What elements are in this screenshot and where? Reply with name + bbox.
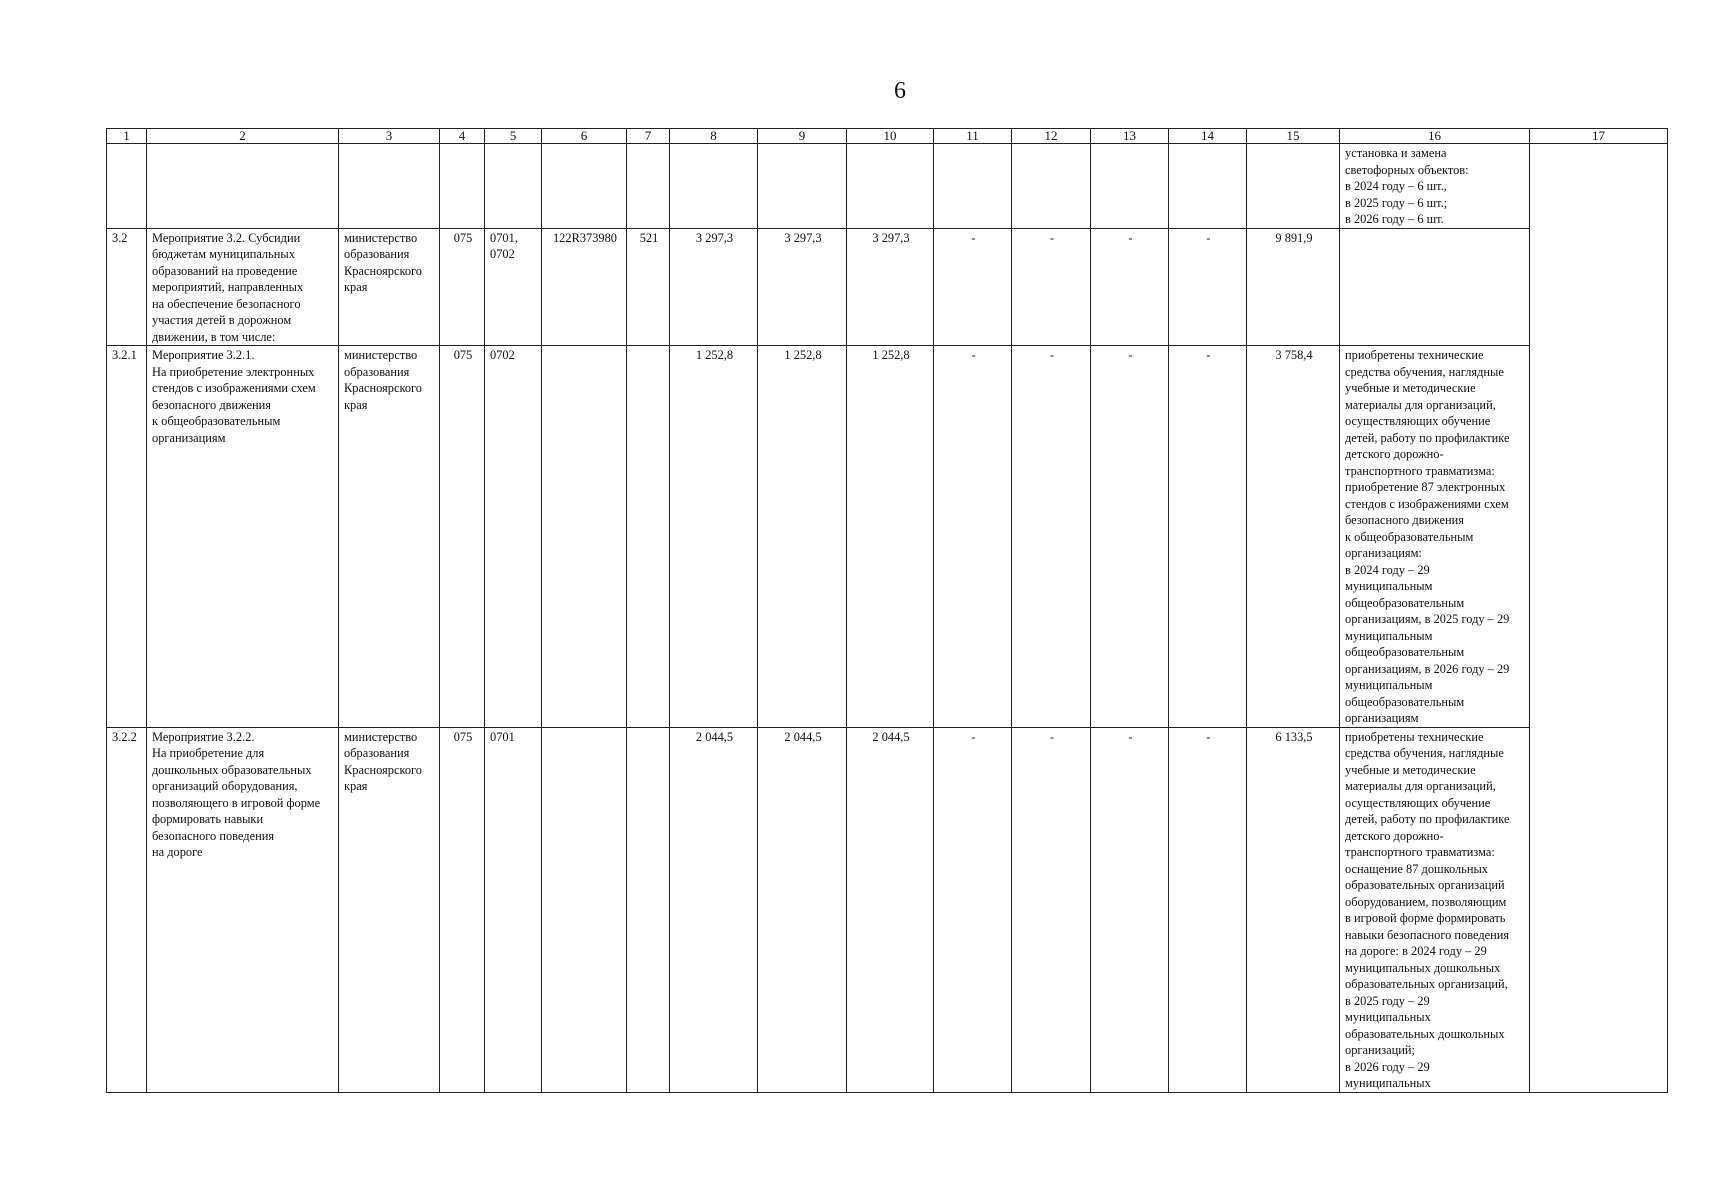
amount-2025: 2 044,5: [758, 727, 847, 1092]
column-header: 6: [542, 129, 627, 144]
amount-2026: [847, 144, 934, 229]
row-number: [107, 144, 147, 229]
table-row: [107, 144, 1668, 229]
amount-2026: 3 297,3: [847, 228, 934, 346]
vr-code: [627, 727, 670, 1092]
table-row: [107, 346, 1668, 728]
col-13-value: -: [1091, 727, 1169, 1092]
measure-name: Мероприятие 3.2.1. На приобретение электронных стендов с изображениями схем безопасного движения к общеобразовательным организациям: [147, 346, 339, 728]
amount-2025: [758, 144, 847, 229]
col-11-value: [934, 144, 1012, 229]
column-header: 15: [1247, 129, 1340, 144]
responsible-org: министерство образования Красноярского края: [339, 727, 440, 1092]
column-header: 12: [1012, 129, 1091, 144]
column-header: 5: [485, 129, 542, 144]
column-header: 10: [847, 129, 934, 144]
measure-name: Мероприятие 3.2. Субсидии бюджетам муниципальных образований на проведение мероприятий, направленных на обеспечение безопасного участия детей в дорожном движении, в том числе:: [147, 228, 339, 346]
grbs-code: 075: [440, 346, 485, 728]
vr-code: 521: [627, 228, 670, 346]
responsible-org: министерство образования Красноярского края: [339, 346, 440, 728]
column-header: 11: [934, 129, 1012, 144]
col-11-value: -: [934, 228, 1012, 346]
col-13-value: [1091, 144, 1169, 229]
csr-code: 122R373980: [542, 228, 627, 346]
row-number: 3.2.1: [107, 346, 147, 728]
responsible-org: [339, 144, 440, 229]
col-11-value: -: [934, 727, 1012, 1092]
column-header: 8: [670, 129, 758, 144]
col-13-value: -: [1091, 346, 1169, 728]
csr-code: [542, 727, 627, 1092]
amount-2025: 1 252,8: [758, 346, 847, 728]
row-number: 3.2.2: [107, 727, 147, 1092]
amount-2026: 1 252,8: [847, 346, 934, 728]
col-14-value: -: [1169, 228, 1247, 346]
column-header: 7: [627, 129, 670, 144]
rzpr-code: 0701: [485, 727, 542, 1092]
col-14-value: [1169, 144, 1247, 229]
rzpr-code: 0702: [485, 346, 542, 728]
col-11-value: -: [934, 346, 1012, 728]
column-header: 1: [107, 129, 147, 144]
col-13-value: -: [1091, 228, 1169, 346]
col-12-value: [1012, 144, 1091, 229]
total-amount: 9 891,9: [1247, 228, 1340, 346]
grbs-code: 075: [440, 228, 485, 346]
column-header: 9: [758, 129, 847, 144]
col-14-value: -: [1169, 727, 1247, 1092]
rzpr-code: 0701, 0702: [485, 228, 542, 346]
rzpr-code: [485, 144, 542, 229]
amount-2024: 1 252,8: [670, 346, 758, 728]
grbs-code: 075: [440, 727, 485, 1092]
expected-result: приобретены технические средства обучения, наглядные учебные и методические материалы для организаций, осуществляющих обучение детей, работу по профилактике детского дорожно- транспортного травматизма: оснащение 87 дошкольных образовательных организаций оборудованием, позволяющим в игровой форме формировать навыки безопасного поведения на дороге: в 2024 году – 29 муниципальных дошкольных образовательных организаций, в 2025 году – 29 муниципальных образовательных дошкольных организаций; в 2026 году – 29 муниципальных: [1340, 727, 1530, 1092]
csr-code: [542, 144, 627, 229]
page-number: 6: [894, 78, 906, 104]
column-header: 4: [440, 129, 485, 144]
vr-code: [627, 144, 670, 229]
column-17-cell: [1530, 144, 1668, 1093]
col-14-value: -: [1169, 346, 1247, 728]
row-number: 3.2: [107, 228, 147, 346]
col-12-value: -: [1012, 727, 1091, 1092]
amount-2024: [670, 144, 758, 229]
vr-code: [627, 346, 670, 728]
column-header: 14: [1169, 129, 1247, 144]
expected-result: приобретены технические средства обучения, наглядные учебные и методические материалы для организаций, осуществляющих обучение детей, работу по профилактике детского дорожно- транспортного травматизма: приобретение 87 электронных стендов с изображениями схем безопасного движения к общеобразовательным организациям: в 2024 году – 29 муниципальным общеобразовательным организациям, в 2025 году – 29 муниципальным общеобразовательным организациям, в 2026 году – 29 муниципальным общеобразовательным организациям: [1340, 346, 1530, 728]
table-row: [107, 727, 1668, 1092]
column-header: 13: [1091, 129, 1169, 144]
col-12-value: -: [1012, 346, 1091, 728]
responsible-org: министерство образования Красноярского края: [339, 228, 440, 346]
column-header: 2: [147, 129, 339, 144]
grbs-code: [440, 144, 485, 229]
amount-2024: 3 297,3: [670, 228, 758, 346]
table-row: [107, 228, 1668, 346]
total-amount: [1247, 144, 1340, 229]
column-header: 3: [339, 129, 440, 144]
measure-name: Мероприятие 3.2.2. На приобретение для дошкольных образовательных организаций оборудования, позволяющего в игровой форме формировать навыки безопасного поведения на дороге: [147, 727, 339, 1092]
measure-name: [147, 144, 339, 229]
expected-result: установка и замена светофорных объектов: в 2024 году – 6 шт., в 2025 году – 6 шт.; в 2026 году – 6 шт.: [1340, 144, 1530, 229]
amount-2024: 2 044,5: [670, 727, 758, 1092]
column-header: 17: [1530, 129, 1668, 144]
amount-2026: 2 044,5: [847, 727, 934, 1092]
amount-2025: 3 297,3: [758, 228, 847, 346]
column-number-row: [107, 129, 1668, 144]
total-amount: 6 133,5: [1247, 727, 1340, 1092]
col-12-value: -: [1012, 228, 1091, 346]
total-amount: 3 758,4: [1247, 346, 1340, 728]
column-header: 16: [1340, 129, 1530, 144]
budget-table: [106, 128, 1668, 1093]
csr-code: [542, 346, 627, 728]
expected-result: [1340, 228, 1530, 346]
